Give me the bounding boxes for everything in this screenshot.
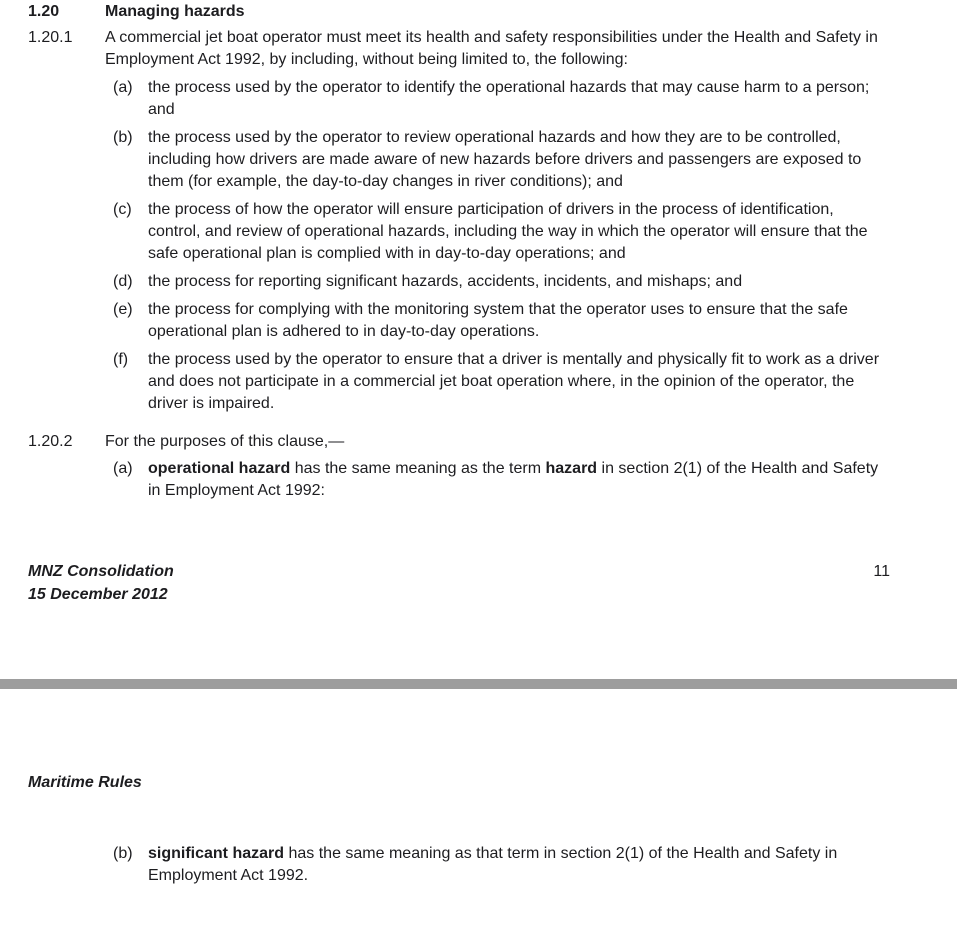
clause-number: 1.20.2: [28, 433, 73, 450]
list-item-text: the process for reporting significant hazards, accidents, incidents, and mishaps; and: [148, 273, 743, 290]
clause-body: [105, 431, 890, 502]
list-item-d: [113, 271, 890, 293]
list-item-text: operational hazard has the same meaning as the term hazard in section 2(1) of the Health and Safety in Employment Act 1992:: [148, 460, 879, 499]
list-item-text: the process used by the operator to review operational hazards and how they are to be controlled, including how drivers are made aware of new hazards before drivers and passengers are exposed to them (for example, the day-to-day changes in river conditions); and: [148, 129, 862, 190]
running-header: Maritime Rules: [28, 774, 142, 791]
clause-1-20-2: [28, 431, 890, 502]
list-item-label: (c): [113, 201, 132, 218]
list-item-text: the process used by the operator to ensure that a driver is mentally and physically fit to work as a driver and does not participate in a commercial jet boat operation where, in the opinion of the operator, the driver is impaired.: [148, 351, 880, 412]
clause-1-20-1: [28, 27, 890, 415]
footer-doc-date: 15 December 2012: [28, 586, 168, 603]
clause-item-list: [105, 458, 890, 502]
list-item-label: (e): [113, 301, 133, 318]
clause-intro: For the purposes of this clause,—: [105, 433, 345, 450]
list-item-label: (b): [113, 845, 133, 862]
section-number: 1.20: [28, 3, 60, 20]
list-item-b: [113, 843, 890, 887]
list-item-label: (d): [113, 273, 133, 290]
section-heading: [28, 1, 890, 23]
clause-number: 1.20.1: [28, 29, 73, 46]
list-item-b: [113, 127, 890, 193]
list-item-e: [113, 299, 890, 343]
list-item-a: [113, 77, 890, 121]
section-title: Managing hazards: [105, 3, 245, 20]
clause-intro: A commercial jet boat operator must meet its health and safety responsibilities under the Health and Safety in Employment Act 1992, by including, without being limited to, the following:: [105, 29, 878, 68]
page-break-divider: [0, 679, 957, 689]
footer-doc-name: MNZ Consolidation: [28, 563, 174, 580]
list-item-text: the process used by the operator to identify the operational hazards that may cause harm to a person; and: [148, 79, 870, 118]
clause-body: [105, 27, 890, 415]
list-item-a: [113, 458, 890, 502]
page-number: 11: [873, 563, 890, 580]
list-item-text: the process for complying with the monitoring system that the operator uses to ensure that the safe operational plan is adhered to in day-to-day operations.: [148, 301, 848, 340]
clause-item-list: [105, 77, 890, 415]
list-item-f: [113, 349, 890, 415]
list-item-label: (a): [113, 460, 133, 477]
list-item-text: the process of how the operator will ensure participation of drivers in the process of identification, control, and review of operational hazards, including the way in which the operator will ensure that the safe operational plan is complied with in day-to-day operations; and: [148, 201, 868, 262]
clause-continuation: [28, 843, 890, 887]
list-item-label: (f): [113, 351, 129, 368]
list-item-label: (a): [113, 79, 133, 96]
page-footer: [28, 560, 890, 606]
list-item-c: [113, 199, 890, 265]
list-item-text: significant hazard has the same meaning as that term in section 2(1) of the Health and Safety in Employment Act 1992.: [148, 845, 838, 884]
list-item-label: (b): [113, 129, 133, 146]
clause-body: [105, 843, 890, 887]
